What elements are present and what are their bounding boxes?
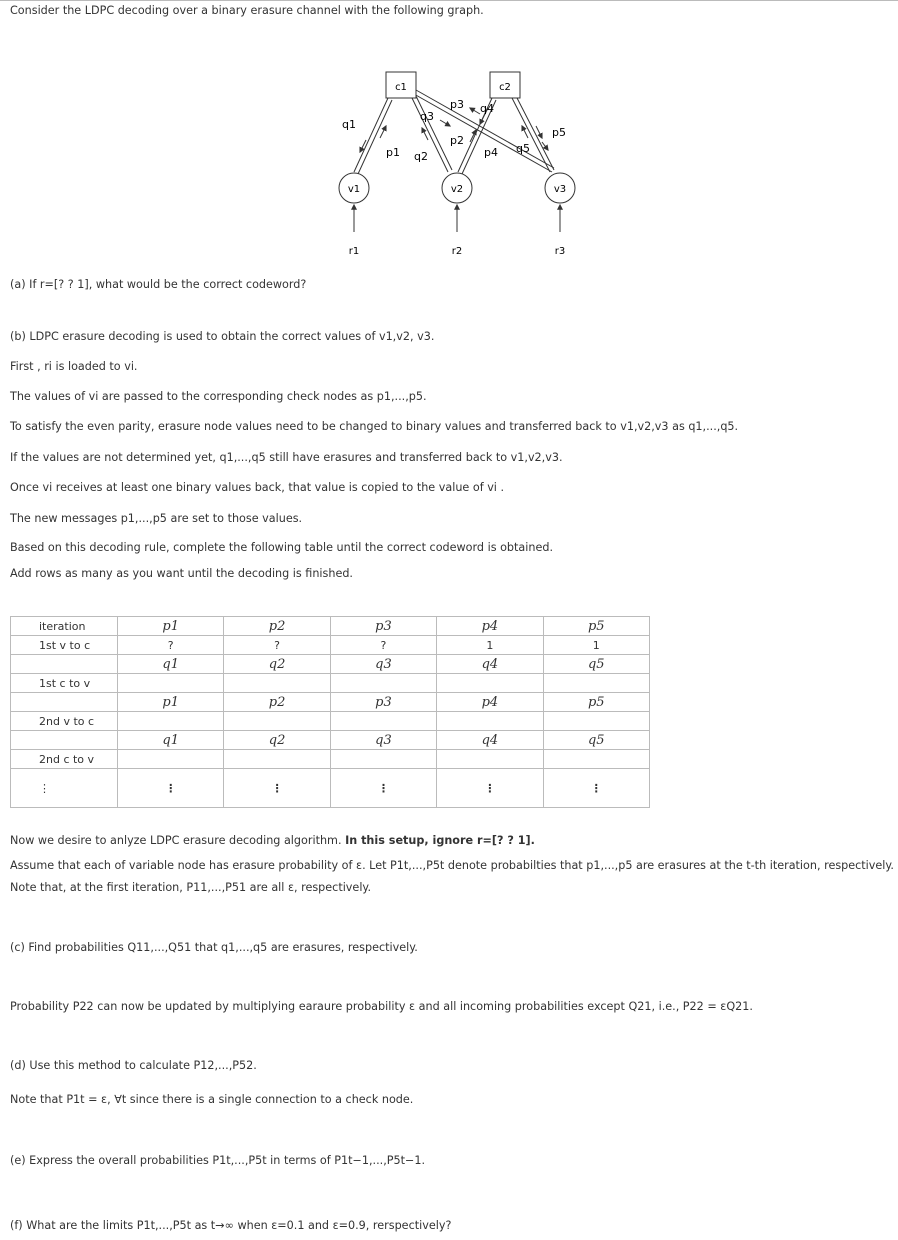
label-q2: q2 bbox=[414, 150, 428, 163]
table-cell[interactable] bbox=[330, 712, 436, 731]
table-cell: ⋮ bbox=[330, 769, 436, 808]
header-cell: iteration bbox=[11, 617, 118, 636]
table-cell: 2nd v to c bbox=[11, 712, 118, 731]
label-v1: v1 bbox=[347, 184, 361, 195]
header-cell: p1 bbox=[118, 617, 224, 636]
table-cell: ⋮ bbox=[437, 769, 543, 808]
top-rule bbox=[0, 0, 898, 1]
label-q4: q4 bbox=[480, 102, 494, 115]
table-row bbox=[11, 693, 650, 712]
part-b-line-2: First , ri is loaded to vi. bbox=[10, 360, 138, 373]
edge-c2-v3 bbox=[512, 98, 550, 172]
label-q1: q1 bbox=[342, 118, 356, 131]
header-cell: p2 bbox=[224, 617, 330, 636]
table-cell[interactable] bbox=[224, 750, 330, 769]
table-cell[interactable] bbox=[437, 712, 543, 731]
table-row bbox=[11, 769, 650, 808]
header-cell: p4 bbox=[437, 617, 543, 636]
table-cell: q1 bbox=[118, 655, 224, 674]
decoding-table bbox=[10, 616, 650, 808]
label-p2: p2 bbox=[450, 134, 464, 147]
analysis-bold-note: In this setup, ignore r=[? ? 1]. bbox=[345, 834, 535, 847]
table-cell: p3 bbox=[330, 693, 436, 712]
part-d-note: Note that P1t = ε, ∀t since there is a single connection to a check node. bbox=[10, 1093, 414, 1106]
table-row bbox=[11, 674, 650, 693]
table-cell: q4 bbox=[437, 655, 543, 674]
table-cell[interactable] bbox=[118, 674, 224, 693]
table-cell: 1st v to c bbox=[11, 636, 118, 655]
part-b-line-3: The values of vi are passed to the corresponding check nodes as p1,...,p5. bbox=[10, 390, 427, 403]
table-cell[interactable] bbox=[437, 674, 543, 693]
table-cell[interactable] bbox=[224, 712, 330, 731]
arrow-q3 bbox=[470, 108, 480, 114]
table-cell: q3 bbox=[330, 731, 436, 750]
part-c-question: (c) Find probabilities Q11,...,Q51 that q1,...,q5 are erasures, respectively. bbox=[10, 941, 418, 954]
table-row bbox=[11, 655, 650, 674]
header-cell: p5 bbox=[543, 617, 649, 636]
label-c2: c2 bbox=[499, 82, 511, 93]
label-q3: q3 bbox=[420, 110, 434, 123]
part-b-line-6: Once vi receives at least one binary values back, that value is copied to the value of vi . bbox=[10, 481, 505, 494]
table-cell: p2 bbox=[224, 693, 330, 712]
part-e-question: (e) Express the overall probabilities P1t,...,P5t in terms of P1t−1,...,P5t−1. bbox=[10, 1154, 426, 1167]
table-cell: q5 bbox=[543, 655, 649, 674]
table-cell: ⋮ bbox=[224, 769, 330, 808]
table-cell: ? bbox=[224, 636, 330, 655]
edge-v1-c1-b bbox=[358, 100, 392, 174]
part-a-question: (a) If r=[? ? 1], what would be the correct codeword? bbox=[10, 278, 307, 291]
table-cell: p1 bbox=[118, 693, 224, 712]
label-p1: p1 bbox=[386, 146, 400, 159]
label-c1: c1 bbox=[395, 82, 407, 93]
part-b-line-1: (b) LDPC erasure decoding is used to obtain the correct values of v1,v2, v3. bbox=[10, 330, 435, 343]
table-cell: ⋮ bbox=[11, 769, 118, 808]
table-cell bbox=[11, 731, 118, 750]
table-cell: q3 bbox=[330, 655, 436, 674]
table-cell[interactable] bbox=[224, 674, 330, 693]
table-cell: q1 bbox=[118, 731, 224, 750]
table-row bbox=[11, 636, 650, 655]
table-cell: 1 bbox=[543, 636, 649, 655]
table-cell: 1st c to v bbox=[11, 674, 118, 693]
table-cell[interactable] bbox=[330, 674, 436, 693]
probability-update-note: Probability P22 can now be updated by multiplying earaure probability ε and all incoming probabilities except Q21, i.e., P22 = εQ21. bbox=[10, 1000, 753, 1013]
label-q5: q5 bbox=[516, 142, 530, 155]
table-row bbox=[11, 731, 650, 750]
table-cell bbox=[11, 693, 118, 712]
table-cell: ⋮ bbox=[543, 769, 649, 808]
part-b-line-8: Based on this decoding rule, complete the following table until the correct codeword is obtained. bbox=[10, 541, 554, 554]
label-r2: r2 bbox=[451, 246, 463, 257]
edge-v1-c1 bbox=[354, 98, 388, 172]
table-cell: ? bbox=[330, 636, 436, 655]
table-cell: p4 bbox=[437, 693, 543, 712]
part-b-line-5: If the values are not determined yet, q1,...,q5 still have erasures and transferred back to v1,v2,v3. bbox=[10, 451, 563, 464]
table-cell[interactable] bbox=[118, 712, 224, 731]
edge-c2-v3-b bbox=[516, 96, 554, 170]
table-header-row bbox=[11, 617, 650, 636]
header-cell: p3 bbox=[330, 617, 436, 636]
part-f-question: (f) What are the limits P1t,...,P5t as t→∞ when ε=0.1 and ε=0.9, rerspectively? bbox=[10, 1219, 452, 1232]
table-cell: q4 bbox=[437, 731, 543, 750]
table-cell[interactable] bbox=[543, 750, 649, 769]
label-p3: p3 bbox=[450, 98, 464, 111]
table-cell: 2nd c to v bbox=[11, 750, 118, 769]
analysis-intro: Now we desire to anlyze LDPC erasure decoding algorithm. bbox=[10, 834, 346, 847]
analysis-line-2: Assume that each of variable node has erasure probability of ε. Let P1t,...,P5t denote probabilties that p1,...,p5 are erasures at the t-th iteration, respectively. bbox=[10, 859, 894, 872]
part-b-line-4: To satisfy the even parity, erasure node values need to be changed to binary values and transferred back to v1,v2,v3 as q1,...,q5. bbox=[10, 420, 739, 433]
arrow-p1 bbox=[380, 126, 386, 138]
table-cell: q2 bbox=[224, 655, 330, 674]
part-b-line-7: The new messages p1,...,p5 are set to those values. bbox=[10, 512, 303, 525]
table-cell[interactable] bbox=[543, 712, 649, 731]
table-row bbox=[11, 750, 650, 769]
table-cell[interactable] bbox=[437, 750, 543, 769]
table-cell[interactable] bbox=[118, 750, 224, 769]
table-cell bbox=[11, 655, 118, 674]
arrow-q1 bbox=[360, 140, 366, 152]
label-p5: p5 bbox=[552, 126, 566, 139]
table-cell: q5 bbox=[543, 731, 649, 750]
table-cell[interactable] bbox=[330, 750, 436, 769]
analysis-line-3: Note that, at the first iteration, P11,...,P51 are all ε, respectively. bbox=[10, 881, 372, 894]
table-cell: ⋮ bbox=[118, 769, 224, 808]
arrow-p3 bbox=[440, 120, 450, 126]
part-d-question: (d) Use this method to calculate P12,...,P52. bbox=[10, 1059, 257, 1072]
label-v2: v2 bbox=[450, 184, 464, 195]
intro-text: Consider the LDPC decoding over a binary erasure channel with the following graph. bbox=[10, 4, 484, 17]
table-cell: q2 bbox=[224, 731, 330, 750]
analysis-line-1 bbox=[10, 834, 535, 847]
label-r3: r3 bbox=[554, 246, 566, 257]
table-cell: ? bbox=[118, 636, 224, 655]
table-cell[interactable] bbox=[543, 674, 649, 693]
part-b-line-9: Add rows as many as you want until the decoding is finished. bbox=[10, 567, 353, 580]
label-r1: r1 bbox=[348, 246, 360, 257]
tanner-graph bbox=[330, 68, 600, 268]
label-p4: p4 bbox=[484, 146, 498, 159]
table-cell: 1 bbox=[437, 636, 543, 655]
table-row bbox=[11, 712, 650, 731]
table-cell: p5 bbox=[543, 693, 649, 712]
label-v3: v3 bbox=[553, 184, 567, 195]
